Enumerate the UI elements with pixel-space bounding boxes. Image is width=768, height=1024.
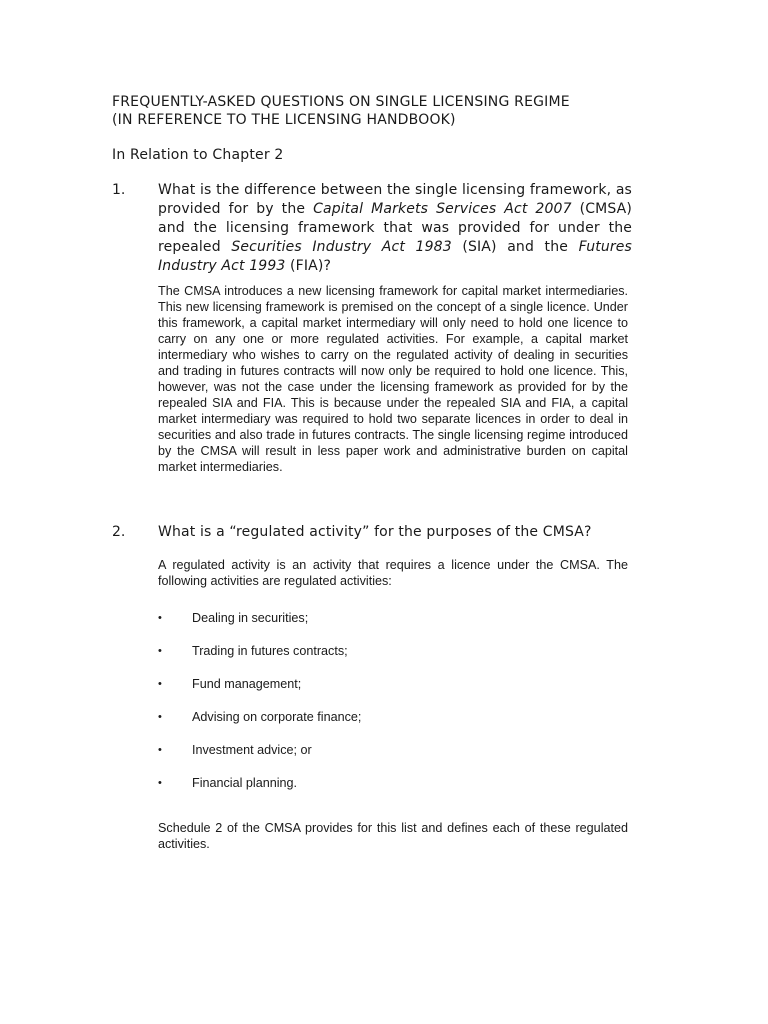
title-line-1: FREQUENTLY-ASKED QUESTIONS ON SINGLE LICENSING REGIME [112,94,570,110]
list-item [158,676,628,692]
list-item [158,610,628,626]
list-item-text: Advising on corporate finance; [192,710,362,724]
list-item [158,775,628,791]
question-1-number: 1. [112,182,126,198]
bullet-icon: • [158,711,162,723]
question-1-text [158,181,632,276]
list-item-text: Investment advice; or [192,743,312,757]
question-2-closing: Schedule 2 of the CMSA provides for this list and defines each of these regulated activities. [158,821,628,851]
list-item-text: Fund management; [192,677,302,691]
regulated-activities-list [158,610,628,808]
question-1-text-c: (SIA) and the [451,239,579,255]
question-2-number: 2. [112,524,126,540]
bullet-icon: • [158,678,162,690]
question-1-text-b: (CMSA) and the licensing framework that was provided for under the repealed [158,201,632,255]
question-1-text-a: What is the difference between the single licensing framework, as provided for by the [158,182,632,217]
list-item-text: Dealing in securities; [192,611,309,625]
act-cmsa-title: Capital Markets Services Act 2007 [313,201,572,217]
list-item-text: Trading in futures contracts; [192,644,348,658]
question-1-answer: The CMSA introduces a new licensing framework for capital market intermediaries. This new licensing framework is premised on the concept of a single licence. Under this framework, a capital market intermediary will only need to hold one licence to carry on any one or more regulated activities. For example, a capital market intermediary who wishes to carry on the regulated activity of dealing in securities and trading in futures contracts will now only be required to hold one licence. This, however, was not the case under the licensing framework as provided for by the repealed SIA and FIA. This is because under the repealed SIA and FIA, a capital market intermediary was required to hold two separate licences in order to deal in securities and also trade in futures contracts. The single licensing regime introduced by the CMSA will result in less paper work and administrative burden on capital market intermediaries. [158,284,628,474]
bullet-icon: • [158,777,162,789]
act-sia-title: Securities Industry Act 1983 [231,239,452,255]
question-1-text-d: (FIA)? [285,258,332,274]
question-2-intro: A regulated activity is an activity that requires a licence under the CMSA. The following activities are regulated activities: [158,558,628,588]
list-item-text: Financial planning. [192,776,298,790]
act-fia-title: Futures Industry Act 1993 [158,239,632,274]
list-item [158,643,628,659]
question-2-text: What is a “regulated activity” for the purposes of the CMSA? [158,524,592,540]
bullet-icon: • [158,645,162,657]
document-title [112,93,652,129]
bullet-icon: • [158,612,162,624]
list-item [158,742,628,758]
list-item [158,709,628,725]
title-line-2: (IN REFERENCE TO THE LICENSING HANDBOOK) [112,112,456,128]
chapter-heading: In Relation to Chapter 2 [112,147,284,163]
bullet-icon: • [158,744,162,756]
